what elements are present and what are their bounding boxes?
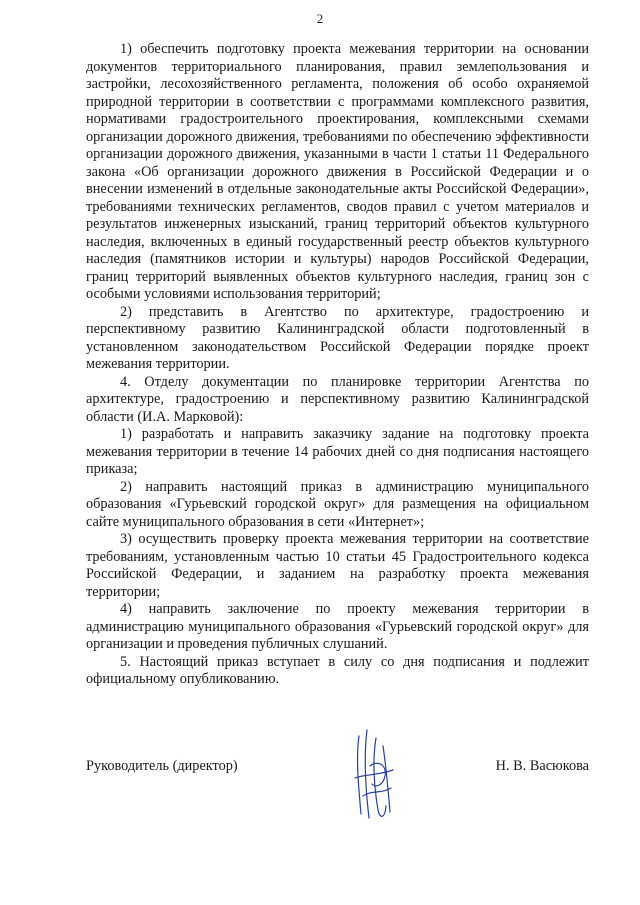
- handwritten-signature: [345, 726, 405, 826]
- document-body: [86, 41, 589, 689]
- paragraph-5: 5. Настоящий приказ вступает в силу со дня подписания и подлежит официальному опубликованию.: [86, 653, 589, 687]
- paragraph-4-1: 1) разработать и направить заказчику задание на подготовку проекта межевания территории в течение 14 рабочих дней со дня подписания настоящего приказа;: [86, 426, 589, 477]
- page-number: 2: [316, 11, 324, 26]
- signer-position: Руководитель (директор): [86, 758, 238, 774]
- signer-name: Н. В. Васюкова: [495, 758, 589, 774]
- signature-block: [86, 756, 589, 776]
- paragraph-4-2: 2) направить настоящий приказ в администрацию муниципального образования «Гурьевский городской округ» для размещения на официальном сайте муниципального образования в сети «Интернет»;: [86, 478, 589, 530]
- paragraph-3-2: 2) представить в Агентство по архитектуре, градостроению и перспективному развитию Калининградской области подготовленный в установленном законодательством Российской Федерации порядке проект межевания территории.: [86, 303, 589, 372]
- paragraph-4-4: 4) направить заключение по проекту межевания территории в администрацию муниципального образования «Гурьевский городской округ» для организации и проведения публичных слушаний.: [86, 601, 589, 652]
- paragraph-4: 4. Отделу документации по планировке территории Агентства по архитектуре, градостроению и перспективному развитию Калининградской области (И.А. Марковой):: [86, 373, 589, 425]
- paragraph-3-1: 1) обеспечить подготовку проекта межевания территории на основании документов территориального планирования, правил землепользования и застройки, лесохозяйственного регламента, положения об особо охраняемой природной территории в соответствии с программами комплексного развития, нормативами градостроительного проектирования, комплексными схемами организации дорожного движения, требованиями по обеспечению эффективности организации дорожного движения, указанными в части 1 статьи 11 Федерального закона «Об организации дорожного движения в Российской Федерации и о внесении изменений в отдельные законодательные акты Российской Федерации», требованиями технических регламентов, сводов правил с учетом материалов и результатов инженерных изысканий, границ территорий объектов культурного наследия, включенных в единый государственный реестр объектов культурного наследия (памятников истории и культуры) народов Российской Федерации, границ территорий выявленных объектов культурного наследия, границ зон с особыми условиями использования территорий;: [86, 41, 589, 302]
- paragraph-4-3: 3) осуществить проверку проекта межевания территории на соответствие требованиям, установленным частью 10 статьи 45 Градостроительного кодекса Российской Федерации, и заданием на разработку проекта межевания территории;: [86, 531, 589, 600]
